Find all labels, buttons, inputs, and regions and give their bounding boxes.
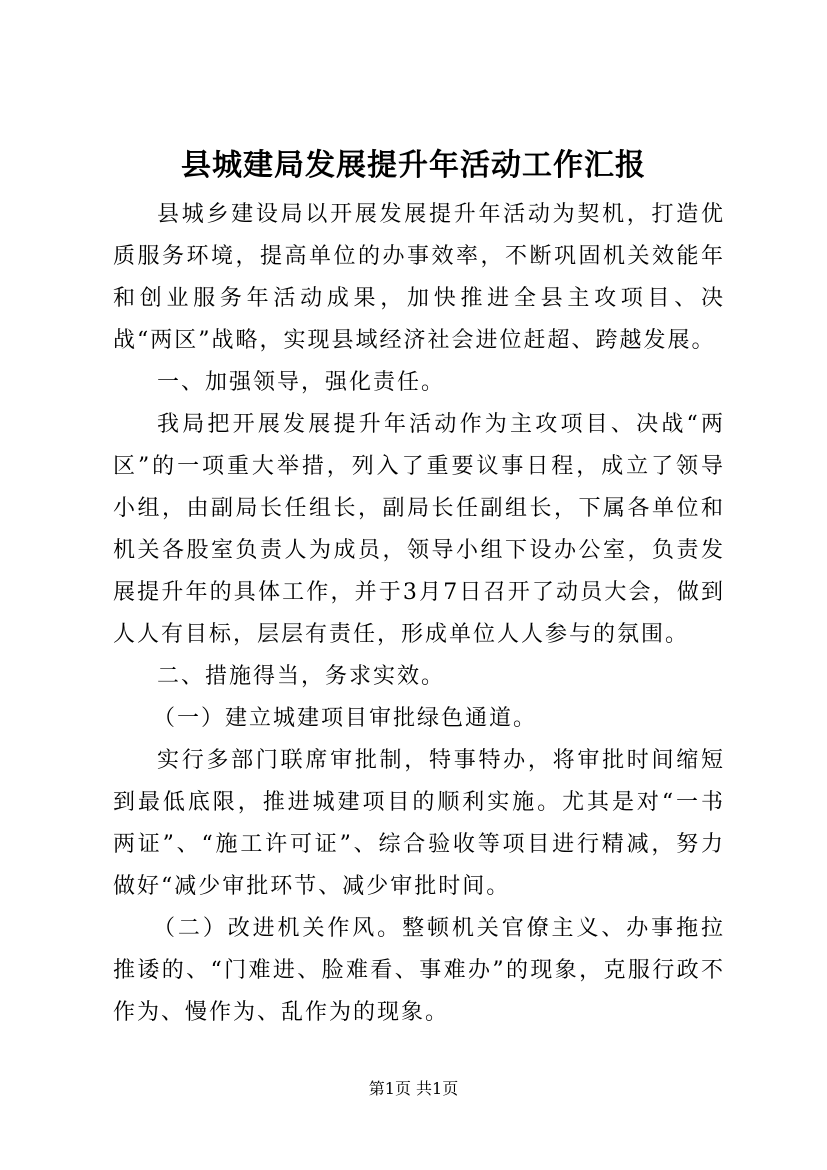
section-heading-2: 二、措施得当，务求实效。 [157,664,446,689]
intro-paragraph: 县城乡建设局以开展发展提升年活动为契机，打造优质服务环境，提高单位的办事效率，不断巩固机关效能年和创业服务年活动成果，加快推进全县主攻项目、决战“两区”战略，实现县域经济社会进位赶超、跨越发展。 [113,202,725,353]
document-body [113,194,725,1034]
section-1-paragraph: 我局把开展发展提升年活动作为主攻项目、决战“两区”的一项重大举措，列入了重要议事日程，成立了领导小组，由副局长任组长，副局长任副组长，下属各单位和机关各股室负责人为成员，领导小组下设办公室，负责发展提升年的具体工作，并于3月7日召开了动员大会，做到人人有目标，层层有责任，形成单位人人参与的氛围。 [113,412,725,647]
subsection-heading-1: （一）建立城建项目审批绿色通道。 [153,706,538,731]
document-title: 县城建局发展提升年活动工作汇报 [181,148,646,183]
subsection-1-paragraph: 实行多部门联席审批制，特事特办，将审批时间缩短到最低底限，推进城建项目的顺利实施。尤其是对“一书两证”、“施工许可证”、综合验收等项目进行精减，努力做好“减少审批环节、减少审批时间。 [113,748,725,899]
subsection-2-paragraph: （二）改进机关作风。整顿机关官僚主义、办事拖拉推诿的、“门难进、脸难看、事难办”的现象，克服行政不作为、慢作为、乱作为的现象。 [113,916,725,1025]
page-footer: 第1页 共1页 [368,1079,459,1098]
section-heading-1: 一、加强领导，强化责任。 [157,370,446,395]
